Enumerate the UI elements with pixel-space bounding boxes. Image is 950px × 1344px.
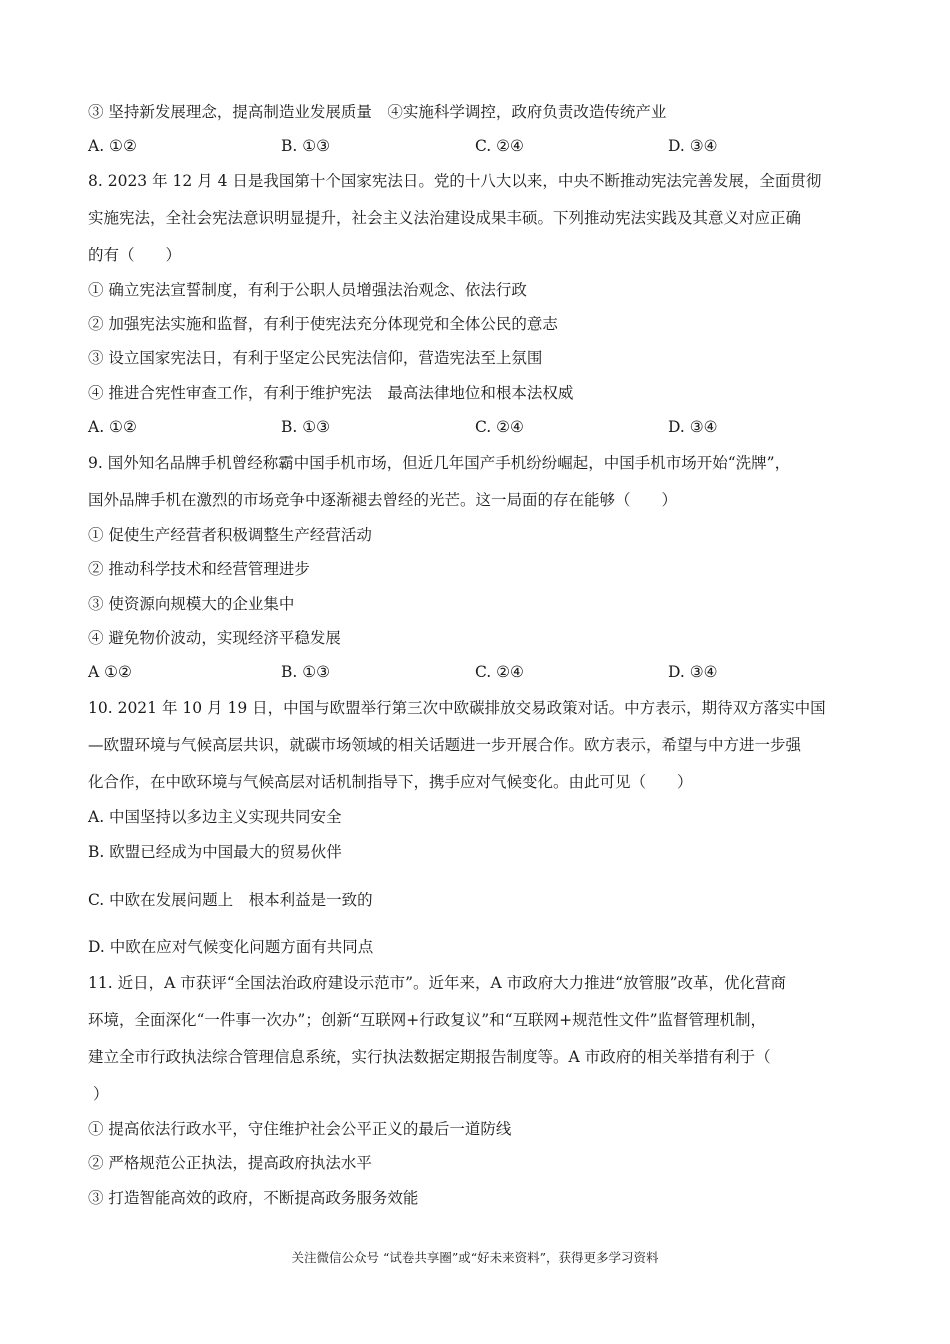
q9-item-3: ③ 使资源向规模大的企业集中: [88, 595, 295, 613]
q8-stem-line-1: 8. 2023 年 12 月 4 日是我国第十个国家宪法日。党的十八大以来，中央不断推动宪法完善发展，全面贯彻: [88, 172, 822, 190]
q11-stem-line-2: 环境，全面深化“一件事一次办”；创新“互联网+行政复议”和“互联网+规范性文件”监督管理机制，: [88, 1011, 767, 1029]
q7-item-3-4: ③ 坚持新发展理念，提高制造业发展质量 ④实施科学调控，政府负责改造传统产业: [88, 103, 667, 121]
q8-option-a: A. ①②: [88, 418, 137, 436]
q10-stem-line-3: 化合作，在中欧环境与气候高层对话机制指导下，携手应对气候变化。由此可见（ ）: [88, 773, 693, 791]
q10-option-b: B. 欧盟已经成为中国最大的贸易伙伴: [88, 843, 342, 861]
q11-stem-line-1: 11. 近日，A 市获评“全国法治政府建设示范市”。近年来，A 市政府大力推进“放管服”改革，优化营商: [88, 974, 787, 992]
q9-option-b: B. ①③: [281, 663, 331, 681]
q9-item-2: ② 推动科学技术和经营管理进步: [88, 560, 310, 578]
q10-stem-line-2: —欧盟环境与气候高层共识，就碳市场领域的相关话题进一步开展合作。欧方表示，希望与中方进一步强: [88, 736, 802, 754]
q11-stem-line-4: ）: [93, 1085, 109, 1103]
q9-option-d: D. ③④: [668, 663, 718, 681]
q8-item-1: ① 确立宪法宣誓制度，有利于公职人员增强法治观念、依法行政: [88, 281, 527, 299]
q8-options: [88, 416, 888, 438]
q10-option-c: C. 中欧在发展问题上 根本利益是一致的: [88, 891, 373, 909]
q7-option-d: D. ③④: [668, 137, 718, 155]
q8-stem-line-2: 实施宪法，全社会宪法意识明显提升，社会主义法治建设成果丰硕。下列推动宪法实践及其意义对应正确: [88, 209, 802, 227]
q9-item-4: ④ 避免物价波动，实现经济平稳发展: [88, 629, 341, 647]
q11-stem-line-3: 建立全市行政执法综合管理信息系统，实行执法数据定期报告制度等。A 市政府的相关举措有利于（: [88, 1048, 771, 1066]
q10-option-d: D. 中欧在应对气候变化问题方面有共同点: [88, 938, 374, 956]
q7-option-c: C. ②④: [475, 137, 524, 155]
q9-option-c: C. ②④: [475, 663, 524, 681]
q9-option-a: A ①②: [88, 663, 132, 681]
q10-option-a: A. 中国坚持以多边主义实现共同安全: [88, 808, 342, 826]
q8-item-3: ③ 设立国家宪法日，有利于坚定公民宪法信仰，营造宪法至上氛围: [88, 349, 543, 367]
q9-options: [88, 661, 888, 683]
q8-stem-line-3: 的有（ ）: [88, 246, 182, 264]
q7-option-b: B. ①③: [281, 137, 331, 155]
q11-item-3: ③ 打造智能高效的政府，不断提高政务服务效能: [88, 1189, 419, 1207]
q8-item-2: ② 加强宪法实施和监督，有利于使宪法充分体现党和全体公民的意志: [88, 315, 558, 333]
q10-stem-line-1: 10. 2021 年 10 月 19 日，中国与欧盟举行第三次中欧碳排放交易政策对话。中方表示，期待双方落实中国: [88, 699, 826, 717]
q9-item-1: ① 促使生产经营者积极调整生产经营活动: [88, 526, 372, 544]
page-footer: 关注微信公众号 “试卷共享圈”或“好未来资料”，获得更多学习资料: [291, 1250, 659, 1265]
q8-option-b: B. ①③: [281, 418, 331, 436]
q7-option-a: A. ①②: [88, 137, 137, 155]
q9-stem-line-1: 9. 国外知名品牌手机曾经称霸中国手机市场，但近几年国产手机纷纷崛起，中国手机市场开始“洗牌”，: [88, 454, 791, 472]
q11-item-1: ① 提高依法行政水平，守住维护社会公平正义的最后一道防线: [88, 1120, 512, 1138]
q8-option-c: C. ②④: [475, 418, 524, 436]
q7-options: [88, 135, 888, 157]
q11-item-2: ② 严格规范公正执法，提高政府执法水平: [88, 1154, 372, 1172]
q8-option-d: D. ③④: [668, 418, 718, 436]
q9-stem-line-2: 国外品牌手机在激烈的市场竞争中逐渐褪去曾经的光芒。这一局面的存在能够（ ）: [88, 491, 678, 509]
q8-item-4: ④ 推进合宪性审查工作，有利于维护宪法 最高法律地位和根本法权威: [88, 384, 574, 402]
